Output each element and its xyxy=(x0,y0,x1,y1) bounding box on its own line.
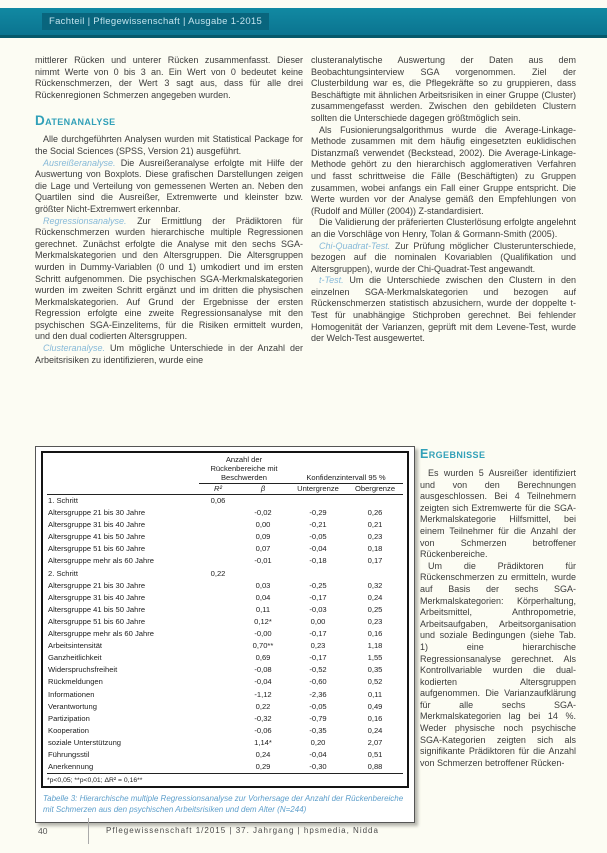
cell-label: Führungsstil xyxy=(48,749,90,759)
table-row xyxy=(47,676,403,688)
cell-value: -0,32 xyxy=(254,713,272,723)
cell-value: -0,04 xyxy=(309,544,327,554)
cell-value: 0,18 xyxy=(367,544,383,554)
cell-value xyxy=(347,495,403,508)
cell-value xyxy=(289,495,347,508)
table-caption: Tabelle 3: Hierarchische multiple Regressionsanalyse zur Vorhersage der Anzahl der Rückenbereiche mit Schmerzen aus den psychischen Arbeitsrisiken und dem Alter (N=244) xyxy=(43,794,404,814)
section-heading-datenanalyse: Datenanalyse xyxy=(35,113,116,129)
regression-table-box xyxy=(35,446,415,823)
cell-value xyxy=(199,555,237,567)
paragraph-t-test xyxy=(311,275,576,345)
empty-header-cell xyxy=(47,455,199,484)
cell-value: 0,26 xyxy=(367,508,383,518)
table-row xyxy=(47,737,403,749)
cell-value xyxy=(199,580,237,592)
cell-value: 0,09 xyxy=(255,532,271,542)
cell-value: 0,88 xyxy=(347,761,403,774)
cell-value xyxy=(199,543,237,555)
paragraph-ergebnis-ausreisser: Es wurden 5 Ausreißer identifiziert und von den Berechnungen ausgeschlossen. Bei 4 Teilnehmern zeigten sich Extremwerte für die SGA-Merkmalskategorie Hilfsmittel, bei einem Teilnehmer für die Anzahl der von Schmerzen betroffener Rückenbereiche. xyxy=(420,468,576,560)
table-row xyxy=(47,495,403,508)
journal-header-bar xyxy=(0,8,607,38)
cell-label: Altersgruppe 41 bis 50 Jahre xyxy=(48,604,146,614)
cell-label: Altersgruppe mehr als 60 Jahre xyxy=(48,629,154,639)
cell-value: -0,25 xyxy=(309,580,327,590)
cell-value: -0,17 xyxy=(309,629,327,639)
cell-value: 0,23 xyxy=(367,532,383,542)
results-column xyxy=(420,447,576,769)
cell-value xyxy=(237,495,289,508)
cell-value xyxy=(199,761,237,774)
cell-value: -0,17 xyxy=(309,653,327,663)
cell-value xyxy=(199,628,237,640)
column-header-beta: β xyxy=(237,484,289,495)
cell-value xyxy=(199,664,237,676)
paragraph-chi-quadrat-text: Zur Prüfung möglicher Clusterunterschiede, bezogen auf die nominalen Kovariablen (Qualifikation und Altersgruppen), wurde der Chi-Quadrat-Test angewandt. xyxy=(311,240,576,274)
cell-value: 0,03 xyxy=(255,580,271,590)
paragraph-regressionsanalyse-text: Zur Ermittlung der Prädiktoren für Rückenschmerzen wurden hierarchische multiple Regressionen gerechnet. Zunächst erfolgte die Analyse mit den sechs SGA-Merkmalskategorien und den Altersgruppen. Die Altersgruppen wurden in Dummy-Variablen (0 und 1) umkodiert und im ersten Schritt aufgenommen. Die psychischen SGA-Merkmalskategorien wurden im zweiten Schritt ergänzt und im dritten die physischen Merkmalskategorien. Auf Grund der Ergebnisse der ersten Regression erfolgte eine zweite Regressionsanalyse mit den psychischen SGA-Einzelitems, für die Risiken ermittelt wurden, und den dual codierten Altersgruppen. xyxy=(35,215,303,342)
cell-label: Informationen xyxy=(48,689,95,699)
section-heading-ergebnisse: Ergebnisse xyxy=(420,447,486,461)
cell-value: 0,24 xyxy=(255,749,271,759)
table-row xyxy=(47,604,403,616)
cell-value: 0,23 xyxy=(367,616,383,626)
cell-label: Altersgruppe mehr als 60 Jahre xyxy=(48,556,154,566)
regression-table xyxy=(47,455,403,774)
left-text-column xyxy=(35,55,303,366)
table-row xyxy=(47,652,403,664)
cell-value: 0,35 xyxy=(367,665,383,675)
cell-label: Altersgruppe 51 bis 60 Jahre xyxy=(48,616,146,626)
cell-value: 0,00 xyxy=(255,520,271,530)
cell-value: -0,02 xyxy=(254,508,272,518)
table-row xyxy=(47,592,403,604)
table-row xyxy=(47,749,403,761)
table-row xyxy=(47,507,403,519)
cell-value: -1,12 xyxy=(254,689,272,699)
cell-label: Altersgruppe 51 bis 60 Jahre xyxy=(48,544,146,554)
cell-value xyxy=(199,701,237,713)
cell-value: 0,04 xyxy=(255,592,271,602)
cell-value: -0,05 xyxy=(309,701,327,711)
cell-value xyxy=(199,749,237,761)
cell-value: 0,06 xyxy=(210,496,226,505)
cell-value: 0,69 xyxy=(255,653,271,663)
cell-value: -0,60 xyxy=(309,677,327,687)
cell-value: -0,04 xyxy=(309,749,327,759)
table-row xyxy=(47,555,403,567)
cell-value: 0,22 xyxy=(210,568,226,578)
cell-value: -0,06 xyxy=(254,725,272,735)
column-header-r2: R² xyxy=(199,484,237,495)
regression-table-body xyxy=(47,495,403,774)
cell-value: 0,16 xyxy=(367,629,383,639)
cell-value xyxy=(199,652,237,664)
cell-value: 0,24 xyxy=(367,592,383,602)
paragraph-ausreisseranalyse-text: Die Ausreißeranalyse erfolgte mit Hilfe der Auswertung von Boxplots. Diese grafischen Darstellungen zeigen die Lage und Verteilung von gemessenen Werten an. Neben den Quartilen sind die Ausreißer, Extremwerte und kleinster bzw. größter Nicht-Extremwert erkennbar. xyxy=(35,157,303,214)
breadcrumb: Fachteil | Pflegewissenschaft | Ausgabe 1-2015 xyxy=(42,13,269,30)
paragraph-cluster-fortsetzung: clusteranalytische Auswertung der Daten aus dem Beobachtungsinterview SGA vorgenommen. Ziel der Clusterbildung war es, die Pflegekräfte so zu gruppieren, dass Beschäftigte mit ähnlichen Arbeitsrisiken in einer Gruppe (Cluster) zusammengefasst werden. Zwischen den gebildeten Clustern sollten die Unterschiede dagegen größtmöglich sein. xyxy=(311,55,576,123)
cell-value: -0,52 xyxy=(309,665,327,675)
keyword-t-test: t-Test. xyxy=(319,275,344,286)
cell-value xyxy=(289,568,347,580)
table-row xyxy=(47,725,403,737)
paragraph-clusteranalyse xyxy=(35,343,303,366)
cell-value xyxy=(199,737,237,749)
cell-value: 0,11 xyxy=(367,689,383,699)
cell-value: -0,04 xyxy=(254,677,272,687)
paragraph-ergebnis-praediktoren: Um die Prädiktoren für Rückenschmerzen zu ermitteln, wurde auf Basis der sechs SGA-Merkmalskategorien: Körperhaltung, Arbeitsmittel, Anthropometrie, Arbeitsaufgaben, Arbeitsorganisation und soziale Bedingungen (siehe Tab. 1) eine hierarchische Regressionsanalyse gerechnet. Als Kontrollvariable wurden die dual-kodierten Altersgruppen aufgenommen. Die Varianzaufklärung für alle sechs SGA-Merkmalskategorien lag bei 14 %. Weder physische noch psychische SGA-Kategorien zeigten sich als signifikante Prädiktoren für die Anzahl von Schmerzen betroffener Rücken- xyxy=(420,560,576,768)
table-row xyxy=(47,713,403,725)
paragraph-chi-quadrat xyxy=(311,241,576,276)
cell-value xyxy=(199,713,237,725)
cell-value: -0,79 xyxy=(309,713,327,723)
cell-label: 2. Schritt xyxy=(48,568,78,578)
cell-value xyxy=(199,616,237,628)
table-row xyxy=(47,543,403,555)
cell-value xyxy=(199,689,237,701)
cell-value: 0,22 xyxy=(255,701,271,711)
column-header-untergrenze: Untergrenze xyxy=(289,484,347,495)
cell-label: soziale Unterstützung xyxy=(48,737,122,747)
table-row xyxy=(47,761,403,774)
empty-subheader-cell xyxy=(47,484,199,495)
cell-value xyxy=(199,640,237,652)
table-row xyxy=(47,664,403,676)
cell-label: 1. Schritt xyxy=(48,496,78,505)
cell-value: 0,11 xyxy=(255,604,271,614)
right-text-column xyxy=(311,55,576,345)
cell-value: 0,12* xyxy=(254,616,272,626)
cell-value: -0,30 xyxy=(289,761,347,774)
keyword-chi-quadrat-test: Chi-Quadrat-Test. xyxy=(319,240,391,251)
paragraph-intro: mittlerer Rücken und unterer Rücken zusammenfasst. Dieser nimmt Werte von 0 bis 3 an. Ein Wert von 0 bedeutet keine Rückenschmerzen, der Wert 3 sagt aus, dass für alle drei Rückenregionen Schmerzen angegeben wurden. xyxy=(35,55,303,100)
cell-value: 0,32 xyxy=(367,580,383,590)
cell-label: Altersgruppe 21 bis 30 Jahre xyxy=(48,508,146,518)
cell-value xyxy=(199,519,237,531)
cell-value: -0,03 xyxy=(309,604,327,614)
paragraph-t-test-text: Um die Unterschiede zwischen den Clustern in den einzelnen SGA-Merkmalskategorien und bezogen auf Rückenschmerzen statistisch abzusichern, wurde der doppelte t-Test für unabhängige Stichproben gerechnet. Bei fehlender Homogenität der Varianzen, geprüft mit dem Levene-Test, wurde der Welch-Test ausgewertet. xyxy=(311,275,576,344)
keyword-regressionsanalyse: Regressionsanalyse. xyxy=(43,215,127,226)
cell-label: Verantwortung xyxy=(48,701,97,711)
paragraph-clusteranalyse-text: Um mögliche Unterschiede in der Anzahl der Arbeitsrisiken zu identifizieren, wurde eine xyxy=(35,343,303,365)
cell-value xyxy=(199,725,237,737)
cell-value: -0,00 xyxy=(254,629,272,639)
cell-value xyxy=(199,531,237,543)
cell-label: Widerspruchsfreiheit xyxy=(48,665,118,675)
cell-label: Kooperation xyxy=(48,725,89,735)
cell-value: 0,52 xyxy=(367,677,383,687)
cell-value: 0,25 xyxy=(367,604,383,614)
table-row xyxy=(47,640,403,652)
table-group-header-row xyxy=(47,455,403,484)
cell-label: Partizipation xyxy=(48,713,90,723)
cell-value: -2,36 xyxy=(309,689,327,699)
paragraph-spss: Alle durchgeführten Analysen wurden mit Statistical Package for the Social Sciences (SPSS, Version 21) ausgeführt. xyxy=(35,134,303,156)
paragraph-fusionierung: Als Fusionierungsalgorithmus wurde die Average-Linkage-Methode zusammen mit dem häufig eingesetzten euklidischen Distanzmaß verwendet (Beckstead, 2002). Die Average-Linkage-Methode gehört zu den hierarchisch agglomerativen Verfahren und fasst schrittweise die Fälle (Beschäftigten) zu Gruppen zusammen, wobei anfangs ein Fall einer Gruppe entspricht. Die Werte wurden vor der Analyse gemäß den Empfehlungen von (Rudolf and Müller (2004)) Z-standardisiert. xyxy=(311,124,576,216)
table-row xyxy=(47,628,403,640)
paragraph-regressionsanalyse xyxy=(35,216,303,344)
cell-label: Anerkennung xyxy=(47,761,199,774)
cell-value: -0,08 xyxy=(254,665,272,675)
cell-value: -0,35 xyxy=(309,725,327,735)
cell-label: Altersgruppe 21 bis 30 Jahre xyxy=(48,580,146,590)
table-footnote: *p<0,05; **p<0,01; ΔR² = 0,16** xyxy=(47,777,143,785)
cell-value: -0,18 xyxy=(309,556,327,566)
cell-value: 0,23 xyxy=(310,641,326,651)
cell-value xyxy=(199,592,237,604)
cell-value: 2,07 xyxy=(367,737,383,747)
cell-value: -0,01 xyxy=(254,556,272,566)
cell-value: 0,24 xyxy=(367,725,383,735)
outcome-group-header: Anzahl der Rückenbereiche mit Beschwerden xyxy=(199,455,289,484)
cell-value: 0,29 xyxy=(237,761,289,774)
cell-value: 0,20 xyxy=(310,737,326,747)
cell-value: -0,05 xyxy=(309,532,327,542)
cell-value: 0,16 xyxy=(367,713,383,723)
footer-journal-line: Pflegewissenschaft 1/2015 | 37. Jahrgang | hpsmedia, Nidda xyxy=(106,826,379,835)
footer-divider xyxy=(88,818,89,844)
table-row xyxy=(47,531,403,543)
cell-value: -0,17 xyxy=(309,592,327,602)
ci-group-header: Konfidenzintervall 95 % xyxy=(289,455,403,484)
cell-value xyxy=(347,568,403,580)
cell-value: 0,07 xyxy=(255,544,271,554)
cell-value xyxy=(199,507,237,519)
table-row xyxy=(47,616,403,628)
keyword-clusteranalyse: Clusteranalyse. xyxy=(43,343,106,354)
cell-value: 1,55 xyxy=(367,653,383,663)
cell-value: 1,18 xyxy=(367,641,383,651)
table-row xyxy=(47,519,403,531)
cell-value: 0,70** xyxy=(252,641,274,651)
table-row xyxy=(47,701,403,713)
regression-table-frame xyxy=(41,451,409,788)
cell-value xyxy=(237,568,289,580)
cell-value: 0,49 xyxy=(367,701,383,711)
table-subheader-row xyxy=(47,484,403,495)
cell-label: Arbeitsintensität xyxy=(48,641,103,651)
table-row xyxy=(47,689,403,701)
page-number: 40 xyxy=(38,826,48,836)
cell-value: 0,00 xyxy=(310,616,326,626)
cell-label: Altersgruppe 31 bis 40 Jahre xyxy=(48,520,146,530)
paragraph-ausreisseranalyse xyxy=(35,158,303,216)
cell-value: -0,29 xyxy=(309,508,327,518)
cell-value: -0,21 xyxy=(309,520,327,530)
cell-value: 1,14* xyxy=(254,737,272,747)
cell-value xyxy=(199,604,237,616)
cell-label: Altersgruppe 31 bis 40 Jahre xyxy=(48,592,146,602)
cell-label: Altersgruppe 41 bis 50 Jahre xyxy=(48,532,146,542)
table-row xyxy=(47,568,403,580)
cell-label: Ganzheitlichkeit xyxy=(48,653,102,663)
table-row xyxy=(47,580,403,592)
keyword-ausreisseranalyse: Ausreißeranalyse. xyxy=(43,157,116,168)
paragraph-validierung: Die Validierung der präferierten Clusterlösung erfolgte angelehnt an die Vorschläge von Henry, Tolan & Gormann-Smith (2005). xyxy=(311,217,576,239)
cell-value: 0,21 xyxy=(367,520,383,530)
cell-value: 0,51 xyxy=(367,749,383,759)
cell-value: 0,17 xyxy=(367,556,383,566)
cell-value xyxy=(199,676,237,688)
column-header-obergrenze: Obergrenze xyxy=(347,484,403,495)
cell-label: Rückmeldungen xyxy=(48,677,103,687)
